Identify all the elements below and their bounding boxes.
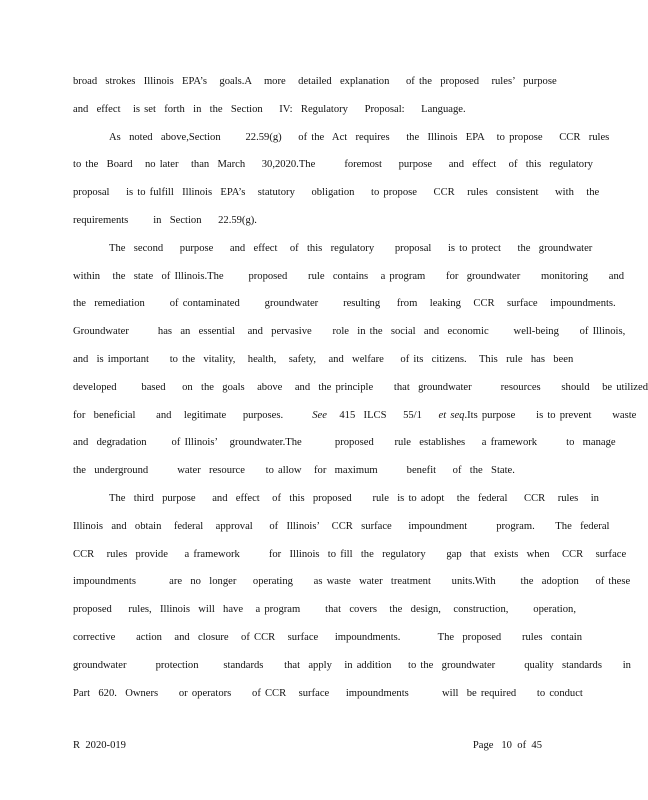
text-line: The second purpose and effect of this regulatory proposal is to protect the groundwater [109, 242, 593, 254]
text-line: and degradation of Illinois’ groundwater.The proposed rule establishes a framework to manage [73, 437, 616, 449]
text-line: Part 620. Owners or operators of CCR surface impoundments will be required to conduct [73, 687, 583, 699]
body-text [73, 68, 648, 707]
text-line: The third purpose and effect of this proposed rule is to adopt the federal CCR rules in [109, 492, 599, 504]
text-line: requirements in Section 22.59(g). [73, 214, 257, 226]
text-line: the remediation of contaminated groundwater resulting from leaking CCR surface impoundments. [73, 298, 616, 310]
text-line: Illinois and obtain federal approval of Illinois’ CCR surface impoundment program. The federal [73, 520, 610, 532]
text-line: and effect is set forth in the Section IV: Regulatory Proposal: Language. [73, 103, 466, 115]
text-line: groundwater protection standards that apply in addition to the groundwater quality standards in [73, 659, 631, 671]
text-line: As noted above,Section 22.59(g) of the Act requires the Illinois EPA to propose CCR rules [109, 131, 610, 143]
text-line: developed based on the goals above and the principle that groundwater resources should be utilized [73, 381, 648, 393]
text-line: the underground water resource to allow for maximum benefit of the State. [73, 465, 515, 477]
text-line: proposal is to fulfill Illinois EPA’s statutory obligation to propose CCR rules consistent with the [73, 187, 600, 199]
text-line-citation: for beneficial and legitimate purposes. See 415 ILCS 55/1 et seq.Its purpose is to prevent waste [73, 409, 637, 421]
text-line: proposed rules, Illinois will have a program that covers the design, construction, operation, [73, 604, 576, 616]
text-line: and is important to the vitality, health, safety, and welfare of its citizens. This rule has been [73, 353, 574, 365]
text-line: to the Board no later than March 30,2020.The foremost purpose and effect of this regulatory [73, 159, 593, 171]
text-line: corrective action and closure of CCR surface impoundments. The proposed rules contain [73, 631, 583, 643]
text-line: Groundwater has an essential and pervasive role in the social and economic well-being of Illinois, [73, 326, 626, 338]
text-line: impoundments are no longer operating as waste water treatment units.With the adoption of these [73, 576, 631, 588]
text-line: CCR rules provide a framework for Illinois to fill the regulatory gap that exists when CCR surface [73, 548, 627, 560]
text-line: within the state of Illinois.The proposed rule contains a program for groundwater monitoring and [73, 270, 625, 282]
footer-docket-number: R 2020-019 [73, 740, 126, 751]
footer-page-number: Page 10 of 45 [472, 740, 542, 751]
text-line: broad strokes Illinois EPA’s goals.A more detailed explanation of the proposed rules’ purpose [73, 76, 557, 87]
